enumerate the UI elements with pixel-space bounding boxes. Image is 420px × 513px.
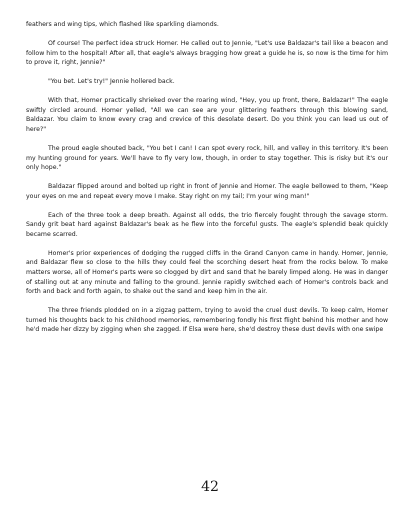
paragraph-3: "You bet. Let's try!" Jennie hollered back. <box>48 78 175 86</box>
paragraph-9: The three friends plodded on in a zigzag pattern, trying to avoid the cruel dust devils. To keep calm, Homer turned his thoughts back to his childhood memories, remembering fondly his first flight behind his mother and how he'd made her dizzy by zigging when she zagged. If Elsa were here, she'd destroy these dust devils with one swipe <box>26 307 388 334</box>
paragraph-6: Baldazar flipped around and bolted up right in front of Jennie and Homer. The eagle bellowed to them, "Keep your eyes on me and repeat every move I make. Stay right on my tail; I'm your wing man!" <box>26 183 388 200</box>
paragraph-5: The proud eagle shouted back, "You bet I can! I can spot every rock, hill, and valley in this territory. It's been my hunting ground for years. We'll have to fly very low, though, in order to stay together. This is risky but it's our only hope." <box>26 144 388 172</box>
paragraph-7: Each of the three took a deep breath. Against all odds, the trio fiercely fought through the savage storm. Sandy grit beat hard against Baldazar's beak as he flew into the forceful gusts. The eagle's splendid beak quickly became scarred. <box>26 211 388 238</box>
body-text <box>26 20 388 344</box>
paragraph-8: Homer's prior experiences of dodging the rugged cliffs in the Grand Canyon came in handy. Homer, Jennie, and Baldazar flew so close to the hills they could feel the scorching desert heat from the rocks below. To make matters worse, all of Homer's parts were so clogged by dirt and sand that he barely limped along. He was in danger of stalling out at any minute and falling to the ground. Jennie rapidly switched each of Homer's controls back and forth and back and forth again, to shake out the sand and keep him in the air. <box>26 249 388 296</box>
paragraph-4: With that, Homer practically shrieked over the roaring wind, "Hey, you up front, there, Baldazar!" The eagle swiftly circled around. Homer yelled, "All we can see are your glittering feathers through this blowing sand, Baldazar. You claim to know every crag and crevice of this desolate desert. Do you think you can lead us out of here?" <box>26 97 388 133</box>
paragraph-1: feathers and wing tips, which flashed like sparkling diamonds. <box>26 21 219 28</box>
page-number: 42 <box>201 479 219 495</box>
paragraph-2: Of course! The perfect idea struck Homer. He called out to Jennie, "Let's use Baldazar's tail like a beacon and follow him to the hospital! After all, that eagle's always bragging how great a guide he is, so now is the time for him to prove it, right, Jennie?" <box>26 39 388 67</box>
